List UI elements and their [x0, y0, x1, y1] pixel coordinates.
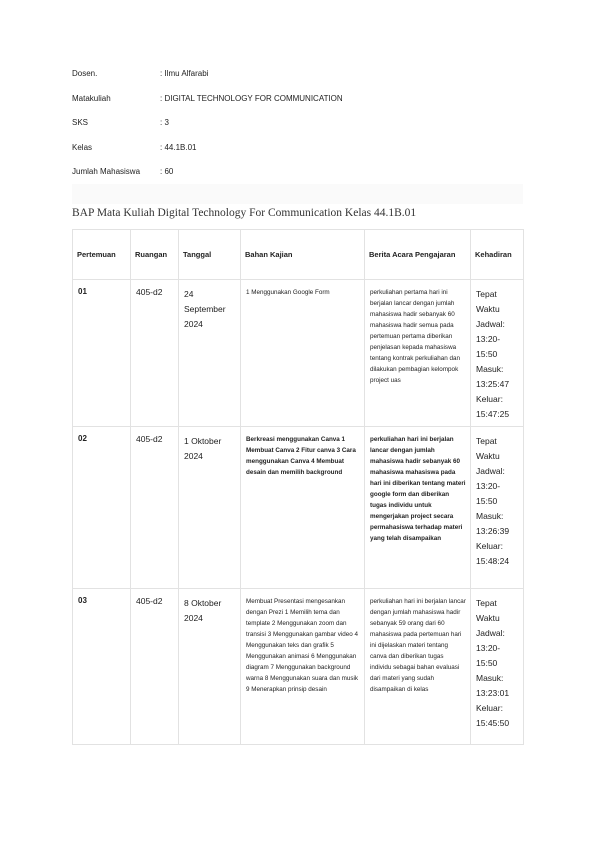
cell-kehadiran: Tepat Waktu Jadwal: 13:20-15:50 Masuk: 13:23:01 Keluar: 15:45:50: [471, 589, 524, 745]
info-value: : 60: [160, 167, 174, 176]
info-label: Jumlah Mahasiswa: [72, 167, 141, 176]
cell-kehadiran: Tepat Waktu Jadwal: 13:20-15:50 Masuk: 13:25:47 Keluar: 15:47:25: [471, 280, 524, 427]
cell-pertemuan: 01: [73, 280, 131, 427]
table-header-row: [73, 230, 524, 280]
info-row-matakuliah: [72, 93, 343, 118]
info-value: : 3: [160, 118, 169, 127]
cell-bahan-kajian: Membuat Presentasi mengesankan dengan Prezi 1 Memilih tema dan template 2 Menggunakan zoom dan transisi 3 Menggunakan gambar video 4 Menggunakan teks dan grafik 5 Menggunakan animasi 6 Menggunakan diagram 7 Menggunakan background warna 8 Menggunakan suara dan musik 9 Menerapkan prinsip desain: [241, 589, 365, 745]
table-row: [73, 280, 524, 427]
cell-berita-acara: perkuliahan hari ini berjalan lancar dengan jumlah mahasiswa hadir sebanyak 60 mahasiswa mahasiswa pada hari ini diberikan tentang materi google form dan diberikan tugas individu untuk mengerjakan project secara permahasiswa terhadap materi yang telah disampaikan: [365, 427, 471, 589]
cell-ruangan: 405-d2: [131, 427, 179, 589]
col-header-pertemuan: Pertemuan: [73, 230, 131, 280]
info-row-sks: [72, 117, 343, 142]
cell-pertemuan: 02: [73, 427, 131, 589]
col-header-bahan-kajian: Bahan Kajian: [241, 230, 365, 280]
info-label: Kelas: [72, 142, 93, 152]
col-header-tanggal: Tanggal: [179, 230, 241, 280]
cell-tanggal: 24 September 2024: [179, 280, 241, 427]
info-label: Dosen.: [72, 69, 98, 78]
table-row: [73, 589, 524, 745]
cell-tanggal: 8 Oktober 2024: [179, 589, 241, 745]
info-value: : DIGITAL TECHNOLOGY FOR COMMUNICATION: [160, 93, 343, 103]
info-value: : 44.1B.01: [160, 142, 197, 152]
col-header-ruangan: Ruangan: [131, 230, 179, 280]
document-title: BAP Mata Kuliah Digital Technology For Communication Kelas 44.1B.01: [72, 207, 417, 219]
cell-kehadiran: Tepat Waktu Jadwal: 13:20-15:50 Masuk: 13:26:39 Keluar: 15:48:24: [471, 427, 524, 589]
info-label: Matakuliah: [72, 93, 111, 103]
info-label: SKS: [72, 118, 89, 127]
header-band: [72, 184, 523, 204]
table-row: [73, 427, 524, 589]
cell-berita-acara: perkuliahan pertama hari ini berjalan lancar dengan jumlah mahasiswa hadir sebanyak 60 mahasiswa hadir semua pada pertemuan pertama diberikan penjelasan kepada mahasiswa tentang kontrak perkuliahan dan dilakukan pembagian kelompok project uas: [365, 280, 471, 427]
course-info: [72, 68, 343, 191]
cell-pertemuan: 03: [73, 589, 131, 745]
cell-ruangan: 405-d2: [131, 280, 179, 427]
info-row-dosen: [72, 68, 343, 93]
cell-ruangan: 405-d2: [131, 589, 179, 745]
cell-bahan-kajian: 1 Menggunakan Google Form: [241, 280, 365, 427]
cell-berita-acara: perkuliahan hari ini berjalan lancar dengan jumlah mahasiswa hadir sebanyak 59 orang dari 60 mahasiswa pada pertemuan hari ini dijelaskan materi tentang canva dan diberikan tugas individu sebagai bahan evaluasi dari materi yang sudah disampaikan di kelas: [365, 589, 471, 745]
info-value: : Ilmu Alfarabi: [160, 69, 209, 78]
cell-tanggal: 1 Oktober 2024: [179, 427, 241, 589]
col-header-berita-acara: Berita Acara Pengajaran: [365, 230, 471, 280]
col-header-kehadiran: Kehadiran: [471, 230, 524, 280]
bap-table: [72, 229, 524, 745]
info-row-kelas: [72, 142, 343, 167]
cell-bahan-kajian: Berkreasi menggunakan Canva 1 Membuat Canva 2 Fitur canva 3 Cara menggunakan Canva 4 Membuat desain dan memilih background: [241, 427, 365, 589]
